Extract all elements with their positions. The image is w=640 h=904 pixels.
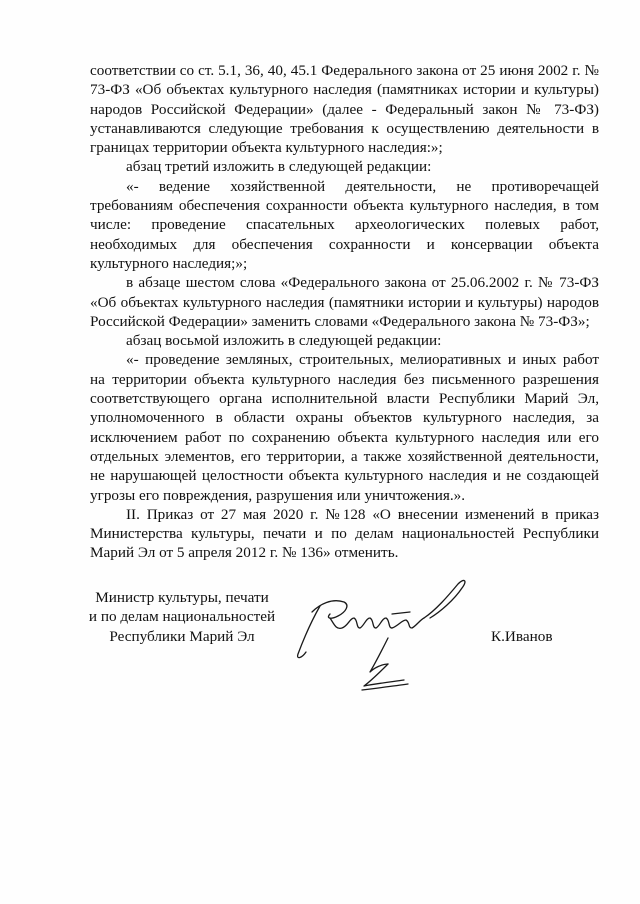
paragraph-continuation: соответствии со ст. 5.1, 36, 40, 45.1 Федерального закона от 25 июня 2002 г. № 73-ФЗ «Об объектах культурного наследия (памятниках истории и культуры) народов Российской Федерации» (далее - Федеральный закон № 73-ФЗ) устанавливаются следующие требования к осуществлению деятельности в границах территории объекта культурного наследия:»; [90, 62, 599, 157]
signatory-title-line: Республики Марий Эл [109, 627, 255, 645]
signatory-title-line: Министр культуры, печати [95, 589, 269, 606]
signatory-name: К.Иванов [491, 628, 553, 645]
paragraph-amend-sixth: в абзаце шестом слова «Федерального закона от 25.06.2002 г. № 73-ФЗ «Об объектах культурного наследия (памятники истории и культуры) народов Российской Федерации» заменить словами «Федерального закона № 73-ФЗ»; [90, 274, 599, 330]
signatory-title-line: и по делам национальностей [88, 608, 276, 626]
paragraph-amend-eighth: абзац восьмой изложить в следующей редакции: [126, 332, 442, 350]
paragraph-amend-third: абзац третий изложить в следующей редакции: [126, 158, 432, 176]
paragraph-order-revocation: II. Приказ от 27 мая 2020 г. №128 «О внесении изменений в приказ Министерства культуры, печати и по делам национальностей Республики Марий Эл от 5 апреля 2012 г. № 136» отменить. [90, 505, 599, 562]
paragraph-economic-activity: «- ведение хозяйственной деятельности, не противоречащей требованиям обеспечения сохранности объекта культурного наследия, в том числе: проведение спасательных археологических полевых работ, необходимых для обеспечения сохранности и консервации объекта культурного наследия;»; [90, 177, 599, 272]
paragraph-earthworks: «- проведение земляных, строительных, мелиоративных и иных работ на территории объекта культурного наследия без письменного разрешения соответствующего органа исполнительной власти Республики Марий Эл, уполномоченного в области охраны объектов культурного наследия, за исключением работ по сохранению объекта культурного наследия или его отдельных элементов, его территории, а также хозяйственной деятельности, не нарушающей целостности объекта культурного наследия и не создающей угрозы его повреждения, разрушения или уничтожения.». [90, 351, 599, 504]
signatory-title [84, 588, 280, 646]
handwritten-signature [290, 572, 490, 702]
document-body [90, 61, 599, 563]
